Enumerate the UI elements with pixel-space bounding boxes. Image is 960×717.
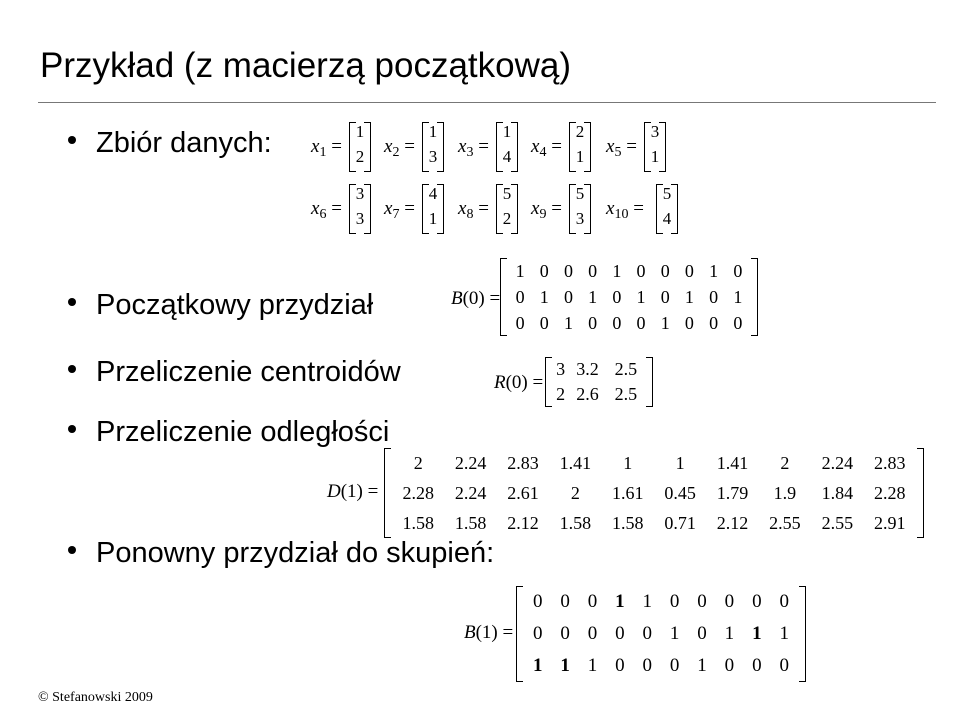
bracket-right: [646, 357, 653, 407]
matrix-cell: 1: [636, 286, 646, 307]
vector-name: x: [384, 198, 393, 219]
bullet-reassign: [68, 537, 494, 570]
matrix-arg: (1) =: [475, 622, 514, 643]
matrix-cell: 0: [563, 286, 573, 307]
matrix-row: [392, 448, 916, 478]
matrix-body: [500, 258, 758, 336]
matrix-cell: 0: [636, 312, 646, 333]
vector-index: 7: [392, 207, 400, 222]
matrix-cell: 1: [752, 623, 762, 644]
matrix-body: [516, 586, 806, 682]
matrix-cell: 1.58: [454, 512, 487, 533]
vector: [569, 122, 591, 172]
matrix-cell: 1.9: [773, 482, 797, 503]
matrix-row: [508, 310, 750, 336]
copyright-footer: © Stefanowski 2009: [38, 690, 153, 705]
matrix-cell: 1.58: [402, 512, 434, 533]
matrix-cell: 0: [587, 591, 598, 612]
matrix-cell: 0: [669, 655, 680, 676]
matrix-cell: 0: [612, 312, 622, 333]
matrix-table: [392, 448, 916, 538]
bracket-right: [917, 448, 924, 538]
matrix-cell: 2.12: [716, 512, 749, 533]
matrix-arg: (0) =: [462, 288, 501, 309]
vector-index: 2: [392, 145, 400, 160]
matrix-cell: 3.2: [576, 359, 599, 379]
vector-entry: 1: [650, 147, 660, 166]
matrix-cell: 0.71: [664, 512, 696, 533]
matrix-cell: 2.61: [507, 482, 539, 503]
matrix-cell: 0: [724, 591, 735, 612]
matrix-cell: 0: [642, 623, 652, 644]
matrix-cell: 0: [588, 312, 598, 333]
matrix-row: [392, 508, 916, 538]
matrix-cell: 1.58: [559, 512, 592, 533]
matrix-cell: 1: [623, 452, 633, 473]
matrix-row: [524, 618, 798, 650]
vector-index: 10: [614, 207, 629, 222]
matrix-cell: 2: [556, 384, 566, 404]
matrix-cell: 2.24: [821, 452, 854, 473]
vector-index: 4: [539, 145, 547, 160]
matrix-cell: 2: [780, 452, 790, 473]
equals-sign: =: [621, 136, 637, 157]
vector-name: x: [311, 198, 320, 219]
matrix-row: [392, 478, 916, 508]
matrix-cell: 0.45: [664, 482, 696, 503]
matrix-cell: 0: [752, 591, 762, 612]
matrix-cell: 0: [563, 260, 573, 281]
matrix-cell: 0: [752, 655, 762, 676]
vector-name: x: [384, 136, 393, 157]
matrix-cell: 0: [684, 260, 694, 281]
bullet-dataset: [68, 127, 272, 160]
vector-index: 8: [466, 207, 474, 222]
matrix-cell: 2.83: [874, 452, 906, 473]
matrix-cell: 1: [642, 591, 652, 612]
vector-name: x: [531, 136, 540, 157]
vector: [496, 122, 518, 172]
vector-entry: 4: [428, 184, 438, 203]
equals-sign: =: [473, 198, 489, 219]
matrix-name: B: [464, 622, 476, 643]
vector-entry: 4: [662, 209, 672, 228]
bullet-dot-icon: [68, 298, 76, 306]
vector-name: x: [531, 198, 540, 219]
matrix-cell: 0: [612, 286, 622, 307]
vector-entry: 1: [502, 122, 512, 141]
matrix-cell: 1.84: [821, 482, 854, 503]
vector-entry: 2: [575, 122, 585, 141]
matrix-cell: 1: [709, 260, 719, 281]
bullet-dot-icon: [68, 425, 76, 433]
matrix-cell: 1: [588, 286, 598, 307]
matrix-cell: 2.6: [576, 384, 599, 404]
matrix-cell: 1: [669, 623, 680, 644]
matrix-name: R: [494, 372, 506, 393]
vector-entry: 1: [428, 122, 438, 141]
vector-entry: 2: [502, 209, 512, 228]
matrix-cell: 0: [733, 260, 743, 281]
matrix-cell: 1: [612, 260, 622, 281]
matrix-cell: 0: [660, 286, 670, 307]
equals-sign: =: [546, 198, 562, 219]
vector-name: x: [606, 136, 615, 157]
matrix-cell: 0: [615, 623, 625, 644]
matrix-cell: 2: [413, 452, 423, 473]
matrix-cell: 0: [588, 260, 598, 281]
matrix-cell: 1: [697, 655, 707, 676]
vector: [496, 184, 518, 234]
bullet-text: Przeliczenie centroidów: [96, 356, 401, 388]
matrix-row: [524, 586, 798, 618]
matrix-row: [508, 258, 750, 284]
bullet-dot-icon: [68, 136, 76, 144]
matrix-table: [524, 586, 798, 682]
matrix-row: [508, 284, 750, 310]
matrix-cell: 2.28: [874, 482, 906, 503]
vector: [569, 184, 591, 234]
matrix-cell: 1: [660, 312, 670, 333]
vector: [349, 122, 371, 172]
equals-sign: =: [326, 136, 342, 157]
matrix-cell: 2.83: [507, 452, 539, 473]
bullet-text: Początkowy przydział: [96, 289, 374, 321]
matrix-cell: 1: [724, 623, 735, 644]
matrix-cell: 2.5: [614, 359, 638, 379]
equals-sign: =: [399, 198, 415, 219]
vector-label: [311, 198, 342, 223]
equals-sign: =: [473, 136, 489, 157]
vector-entry: 1: [575, 147, 585, 166]
matrix-cell: 1: [539, 286, 549, 307]
bullet-text: Przeliczenie odległości: [96, 416, 390, 448]
vector: [422, 184, 444, 234]
vector-name: x: [458, 198, 467, 219]
matrix-cell: 0: [515, 312, 525, 333]
matrix-cell: 0: [684, 312, 694, 333]
matrix-cell: 1: [684, 286, 694, 307]
vector-label: [311, 136, 342, 161]
vector-label: [458, 136, 489, 161]
bracket-left: [384, 448, 391, 538]
vector-entry: 3: [355, 184, 365, 203]
matrix-cell: 1: [675, 452, 685, 473]
matrix-cell: 2.12: [507, 512, 539, 533]
vector-entry: 4: [502, 147, 512, 166]
vector-entry: 5: [662, 184, 672, 203]
matrix-cell: 0: [636, 260, 646, 281]
vector-entry: 3: [575, 209, 585, 228]
matrix-cell: 0: [587, 623, 598, 644]
vector-index: 6: [319, 207, 327, 222]
matrix-cell: 1.61: [612, 482, 644, 503]
matrix-table: [553, 357, 645, 407]
vector-label: [606, 198, 644, 223]
matrix-cell: 0: [709, 312, 719, 333]
bracket-right: [751, 258, 758, 336]
matrix-cell: 2.28: [402, 482, 434, 503]
bracket-right: [799, 586, 806, 682]
matrix-cell: 2: [570, 482, 580, 503]
matrix-body: [384, 448, 924, 538]
matrix-cell: 1: [587, 655, 598, 676]
equals-sign: =: [326, 198, 342, 219]
bracket-left: [545, 357, 552, 407]
vector-entry: 5: [502, 184, 512, 203]
matrix-cell: 0: [669, 591, 680, 612]
matrix-cell: 0: [779, 655, 789, 676]
matrix-row: [524, 650, 798, 682]
matrix-body: [545, 357, 653, 407]
bullet-centroids: [68, 356, 401, 389]
equals-sign: =: [546, 136, 562, 157]
vector-entry: 2: [355, 147, 365, 166]
vector-label: [458, 198, 489, 223]
vector-name: x: [606, 198, 615, 219]
vector-entry: 3: [428, 147, 438, 166]
matrix-cell: 0: [779, 591, 789, 612]
matrix-cell: 0: [515, 286, 525, 307]
equals-sign: =: [628, 198, 644, 219]
matrix-cell: 0: [697, 591, 707, 612]
matrix-cell: 1.79: [716, 482, 749, 503]
vector: [422, 122, 444, 172]
bracket-left: [500, 258, 507, 336]
matrix-cell: 1.41: [559, 452, 592, 473]
matrix-name: D: [327, 481, 341, 502]
matrix-cell: 0: [560, 623, 570, 644]
vector-index: 1: [319, 145, 327, 160]
vector-entry: 1: [428, 209, 438, 228]
matrix-cell: 1: [532, 655, 543, 676]
matrix-cell: 1: [515, 260, 525, 281]
vector-entry: 3: [650, 122, 660, 141]
bracket-left: [516, 586, 523, 682]
matrix-cell: 0: [539, 312, 549, 333]
matrix-cell: 0: [709, 286, 719, 307]
vector-name: x: [311, 136, 320, 157]
title-divider: [38, 102, 936, 103]
vector-entry: 5: [575, 184, 585, 203]
vector-name: x: [458, 136, 467, 157]
matrix-cell: 0: [532, 591, 543, 612]
matrix-cell: 1.58: [612, 512, 644, 533]
matrix-row: [553, 357, 645, 382]
equals-sign: =: [399, 136, 415, 157]
matrix-cell: 0: [539, 260, 549, 281]
matrix-name: B: [451, 288, 463, 309]
vector-entry: 3: [355, 209, 365, 228]
matrix-cell: 2.5: [614, 384, 638, 404]
vector-label: [384, 136, 415, 161]
matrix-cell: 0: [642, 655, 652, 676]
vector-index: 5: [614, 145, 622, 160]
matrix-cell: 1: [779, 623, 789, 644]
matrix-cell: 2.55: [769, 512, 801, 533]
matrix-label: [451, 288, 500, 310]
matrix-label: [327, 481, 378, 503]
bullet-text: Zbiór danych:: [96, 127, 272, 159]
matrix-cell: 0: [660, 260, 670, 281]
vector-entry: 1: [355, 122, 365, 141]
vector-label: [606, 136, 637, 161]
vector: [349, 184, 371, 234]
vector-label: [384, 198, 415, 223]
bullet-text: Ponowny przydział do skupień:: [96, 537, 495, 569]
matrix-cell: 2.24: [454, 452, 487, 473]
matrix-table: [508, 258, 750, 336]
vector-index: 3: [466, 145, 474, 160]
bullet-dot-icon: [68, 546, 76, 554]
matrix-cell: 0: [532, 623, 543, 644]
matrix-label: [494, 372, 543, 394]
vector-label: [531, 136, 562, 161]
matrix-arg: (0) =: [505, 372, 544, 393]
matrix-cell: 0: [697, 623, 707, 644]
matrix-row: [553, 382, 645, 407]
vector-index: 9: [539, 207, 547, 222]
matrix-cell: 2.24: [454, 482, 487, 503]
matrix-cell: 1: [615, 591, 625, 612]
vector: [656, 184, 678, 234]
bullet-initial: [68, 289, 373, 322]
matrix-label: [464, 622, 513, 644]
matrix-cell: 1: [560, 655, 570, 676]
matrix-cell: 0: [733, 312, 743, 333]
matrix-cell: 1: [733, 286, 743, 307]
vector: [644, 122, 666, 172]
matrix-cell: 0: [724, 655, 735, 676]
bullet-distances: [68, 416, 389, 449]
vector-label: [531, 198, 562, 223]
matrix-cell: 3: [556, 359, 566, 379]
matrix-cell: 1: [563, 312, 573, 333]
matrix-cell: 2.91: [874, 512, 906, 533]
matrix-cell: 0: [560, 591, 570, 612]
bullet-dot-icon: [68, 365, 76, 373]
matrix-cell: 0: [615, 655, 625, 676]
matrix-cell: 1.41: [716, 452, 749, 473]
matrix-cell: 2.55: [821, 512, 854, 533]
page-title: Przykład (z macierzą początkową): [40, 46, 571, 85]
matrix-arg: (1) =: [340, 481, 379, 502]
